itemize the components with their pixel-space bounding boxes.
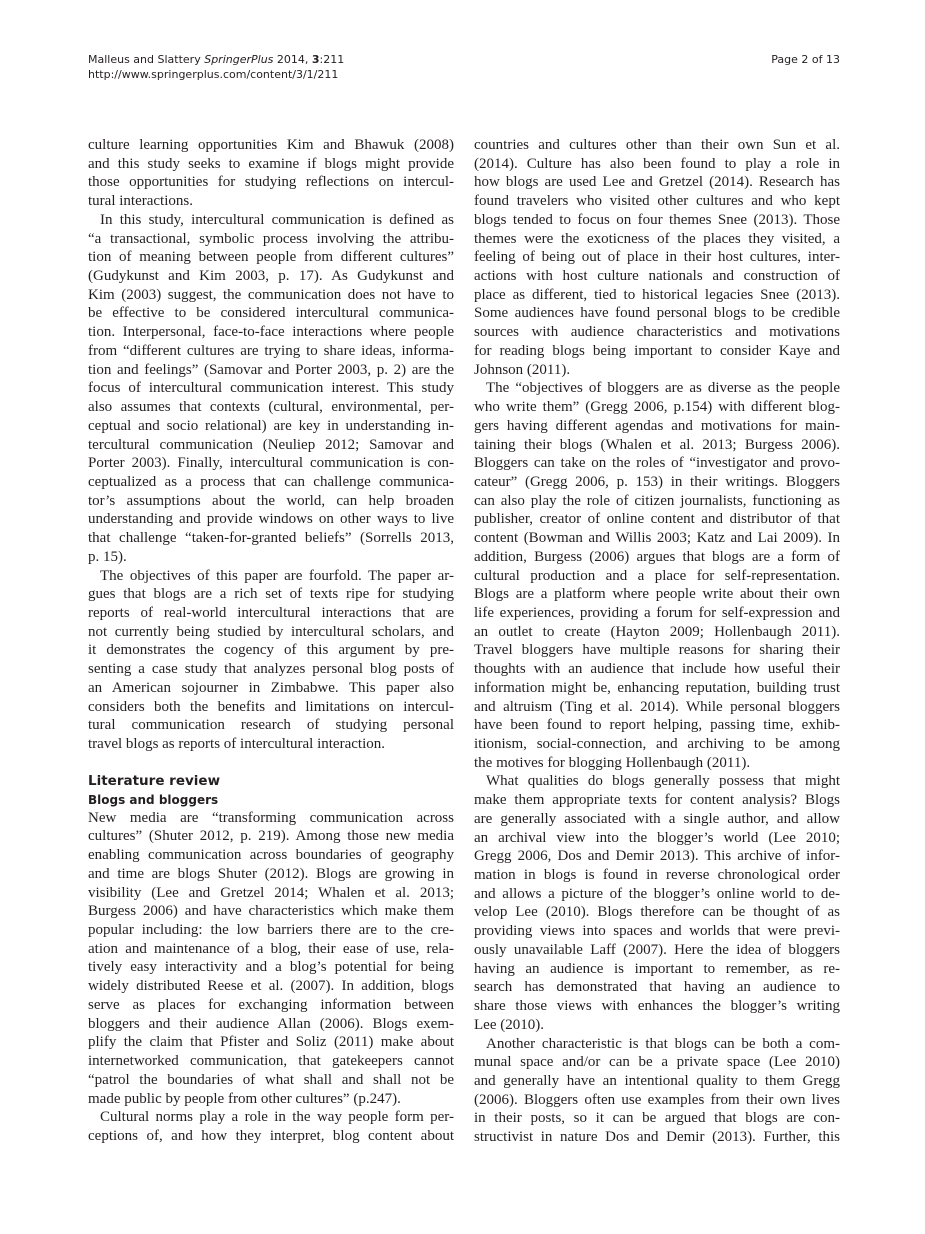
text-line: thoughts with an audience that include how useful their [474, 661, 840, 678]
text-line: The objectives of this paper are fourfold. The paper ar- [100, 567, 454, 584]
text-line: plify the claim that Pfister and Soliz (2011) make about [88, 1034, 454, 1051]
text-line: widely distributed Reese et al. (2007). In addition, blogs [88, 978, 454, 995]
text-line: Johnson (2011). [474, 361, 571, 378]
text-line: search has demonstrated that having an audience to [474, 979, 840, 996]
text-line: tural interactions. [88, 193, 193, 210]
text-line: ceptions of, and how they interpret, blog content about [88, 1127, 454, 1144]
text-line: In this study, intercultural communication is defined as [100, 211, 454, 228]
text-line: ceptualized as a process that can challenge communica- [88, 473, 454, 490]
text-line: Blogs are a platform where people write about their own [474, 586, 840, 603]
text-line: internetworked communication, that gatekeepers cannot [88, 1053, 454, 1070]
text-line: Cultural norms play a role in the way people form per- [100, 1109, 454, 1126]
text-line: reports of real-world intercultural interactions that are [88, 604, 454, 621]
text-line: New media are “transforming communication across [88, 809, 454, 826]
text-line: mation in blogs is found in reverse chronological order [474, 867, 840, 884]
section-gap [88, 754, 454, 772]
text-line: tural communication research of studying personal [88, 717, 454, 734]
text-line: understanding and provide windows on other ways to live [88, 511, 454, 528]
text-line: and altruism (Ting et al. 2014). While personal bloggers [474, 698, 840, 715]
text-line: made public by people from other cultures” (p.247). [88, 1090, 401, 1107]
text-line: information might be, enhancing reputation, building trust [474, 679, 840, 696]
text-line: make them appropriate texts for content analysis? Blogs [474, 792, 840, 809]
paragraph [88, 211, 454, 567]
subsection-heading: Blogs and bloggers [88, 792, 219, 807]
text-line: ously unavailable Laff (2007). Here the idea of bloggers [474, 941, 840, 958]
text-line: enabling communication across boundaries of geography [88, 847, 454, 864]
citation-line [88, 52, 344, 67]
paragraph [88, 809, 454, 1109]
page-indicator: Page 2 of 13 [771, 53, 840, 66]
text-line: Another characteristic is that blogs can be both a com- [486, 1035, 840, 1052]
text-line: and time are blogs Shuter (2012). Blogs are growing in [88, 865, 454, 882]
text-line: an outlet to create (Hayton 2009; Hollenbaugh 2011). [474, 623, 840, 640]
text-line: countries and cultures other than their own Sun et al. [474, 137, 840, 153]
text-line: Porter 2003). Finally, intercultural communication is con- [88, 455, 454, 472]
text-line: popular including: the low barriers there are to the cre- [88, 922, 454, 939]
text-line: who write them” (Gregg 2006, p.154) with different blog- [474, 399, 840, 416]
text-line: considers both the benefits and limitations on intercul- [88, 698, 454, 715]
text-line: culture learning opportunities Kim and Bhawuk (2008) [88, 137, 454, 153]
text-line: and this study seeks to examine if blogs might provide [88, 155, 454, 172]
text-line: visibility (Lee and Gretzel 2014; Whalen et al. 2013; [88, 884, 454, 901]
text-line: p. 15). [88, 548, 127, 565]
text-line: senting a case study that analyzes personal blog posts of [88, 661, 454, 678]
text-line: also assumes that contexts (cultural, environmental, per- [88, 399, 454, 416]
text-line: not currently being studied by intercultural scholars, and [88, 623, 454, 640]
text-line: place as different, tied to historical legacies Snee (2013). [474, 286, 840, 303]
text-line: cultural production and a place for self-representation. [474, 567, 840, 584]
text-line: having an audience is important to remember, as re- [474, 960, 840, 977]
text-line: and generally have an intentional quality to them Gregg [474, 1072, 840, 1089]
text-line: travel blogs as reports of intercultural interaction. [88, 736, 385, 752]
text-line: cultures” (Shuter 2012, p. 219). Among those new media [88, 828, 454, 845]
text-line: feeling of being out of place in their host cultures, inter- [474, 249, 840, 266]
text-line: velop Lee (2010). Blogs therefore can be thought of as [474, 904, 840, 921]
text-line: and allows a picture of the blogger’s online world to de- [474, 885, 840, 902]
authors: Malleus and Slattery [88, 53, 205, 66]
text-line: be effective to be considered intercultural communica- [88, 305, 454, 322]
text-line: ation and maintenance of a blog, their ease of use, rela- [88, 940, 454, 957]
text-line: Lee (2010). [474, 1016, 544, 1033]
text-line: that challenge “taken-for-granted beliefs” (Sorrells 2013, [88, 530, 454, 547]
text-line: tor’s assumptions about the world, can help broaden [88, 492, 454, 509]
text-line: itionism, social-connection, and archiving to be among [474, 736, 840, 752]
paragraph [474, 136, 840, 379]
text-line: taining their blogs (Whalen et al. 2013; Burgess 2006). [474, 436, 840, 453]
volume: 3 [311, 53, 320, 66]
text-line: found travelers who visited other cultures and who kept [474, 193, 840, 210]
text-line: those opportunities for studying reflections on intercul- [88, 174, 454, 191]
text-line: cateur” (Gregg 2006, p. 153) in their writings. Bloggers [474, 473, 840, 490]
journal-name: SpringerPlus [204, 53, 274, 66]
paragraph [88, 136, 454, 211]
text-line: The “objectives of bloggers are as diverse as the people [486, 380, 840, 397]
text-line: the motives for blogging Hollenbaugh (2011). [474, 754, 751, 771]
citation-block [88, 52, 344, 82]
text-line: Bloggers can take on the roles of “investigator and provo- [474, 455, 840, 472]
text-line: an archival view into the blogger’s world (Lee 2010; [474, 829, 840, 846]
text-line: serve as places for exchanging information between [88, 996, 454, 1013]
text-line: for reading blogs being important to consider Kaye and [474, 342, 840, 359]
text-line: sources with audience characteristics and motivations [474, 324, 840, 341]
text-line: What qualities do blogs generally possess that might [486, 773, 840, 790]
text-line: blogs tended to focus on four themes Snee (2013). Those [474, 211, 840, 228]
text-line: from “different cultures are trying to share ideas, informa- [88, 342, 454, 359]
text-line: focus of intercultural communication interest. This study [88, 380, 454, 397]
text-line: addition, Burgess (2006) argues that blogs are a form of [474, 548, 840, 565]
text-line: (Gudykunst and Kim 2003, p. 17). As Gudykunst and [88, 268, 454, 285]
text-line: an American sojourner in Zimbabwe. This paper also [88, 679, 454, 696]
text-line: Some audiences have found personal blogs to be credible [474, 305, 840, 322]
text-line: tively easy interactivity and a blog’s potential for being [88, 959, 454, 976]
text-line: share those views with enhances the blogger’s writing [474, 998, 840, 1015]
text-line: gues that blogs are a rich set of texts ripe for studying [88, 586, 454, 603]
paragraph [474, 379, 840, 772]
paragraph [474, 1035, 840, 1147]
text-line: life experiences, providing a forum for self-expression and [474, 604, 840, 621]
text-line: publisher, creator of online content and distributor of that [474, 511, 840, 528]
text-line: tion. Interpersonal, face-to-face interactions where people [88, 324, 454, 341]
text-line: tion of meaning between people from different cultures” [88, 249, 454, 266]
text-line: actions with host culture nationals and construction of [474, 268, 840, 285]
text-line: how blogs are used Lee and Gretzel (2014). Research has [474, 174, 840, 191]
text-line: Gregg 2006, Dos and Demir 2013). This archive of infor- [474, 848, 840, 865]
text-line: “a transactional, symbolic process involving the attribu- [88, 230, 454, 247]
text-line: Burgess 2006) and have characteristics which make them [88, 903, 454, 920]
text-line: Kim (2003) suggest, the communication does not have to [88, 286, 454, 303]
text-line: can also play the role of citizen journalists, functioning as [474, 492, 840, 509]
text-line: structivist in nature Dos and Demir (2013). Further, this [474, 1129, 840, 1146]
article-url[interactable]: http://www.springerplus.com/content/3/1/211 [88, 68, 339, 81]
text-line: tion and feelings” (Samovar and Porter 2003, p. 2) are the [88, 361, 454, 378]
text-line: (2014). Culture has also been found to play a role in [474, 155, 840, 172]
text-line: munal space and/or can be a private space (Lee 2010) [474, 1054, 840, 1071]
text-line: “patrol the boundaries of what shall and shall not be [88, 1071, 454, 1088]
text-line: Travel bloggers have multiple reasons for sharing their [474, 642, 840, 659]
article-number: :211 [319, 53, 345, 66]
text-line: bloggers and their audience Allan (2006). Blogs exem- [88, 1015, 454, 1032]
year: 2014, [273, 53, 312, 66]
text-line: ceptual and socio relational) are key in understanding in- [88, 417, 454, 434]
text-line: gers having different agendas and motivations for main- [474, 417, 840, 434]
text-line: content (Bowman and Willis 2003; Katz and Lai 2009). In [474, 530, 840, 547]
text-line: providing views into spaces and worlds that were previ- [474, 923, 840, 940]
section-heading: Literature review [88, 772, 221, 789]
paragraph [88, 1108, 454, 1145]
right-column [474, 136, 840, 1147]
text-line: it demonstrates the cogency of this argument by pre- [88, 642, 454, 659]
text-line: in their posts, so it can be argued that blogs are con- [474, 1110, 840, 1127]
text-line: have been found to report helping, passing time, exhib- [474, 717, 840, 734]
text-line: (2006). Bloggers often use examples from their own lives [474, 1091, 840, 1108]
text-line: are generally associated with a single author, and allow [474, 810, 840, 827]
paragraph [88, 567, 454, 754]
text-line: themes were the exoticness of the places they visited, a [474, 230, 840, 247]
paragraph [474, 772, 840, 1034]
left-column [88, 136, 454, 1146]
text-line: tercultural communication (Neuliep 2012; Samovar and [88, 436, 454, 453]
